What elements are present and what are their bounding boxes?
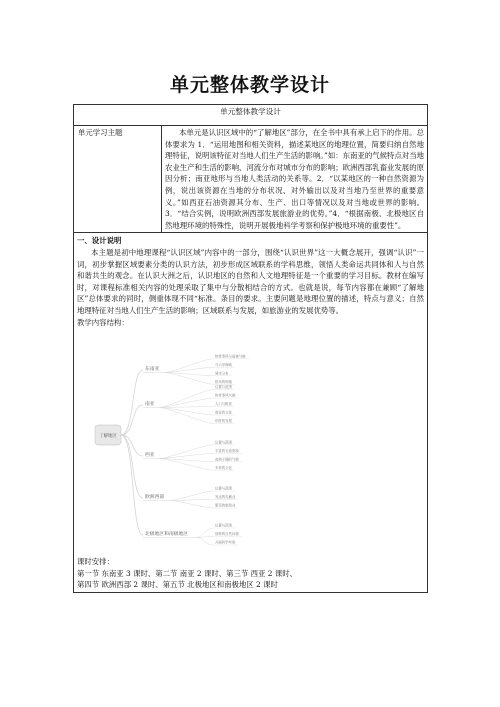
mindmap-leaf-connector xyxy=(159,453,213,458)
mindmap-leaf-label: 炎热干燥的气候 xyxy=(215,457,239,462)
mindmap-leaf-label: 稻米的种植 xyxy=(215,379,232,384)
mindmap-leaf-label: 马六甲海峡 xyxy=(215,362,232,367)
mindmap-leaf-connector xyxy=(196,528,213,538)
mindmap-leaf-label: 位置与范围 xyxy=(215,486,232,491)
mindmap-leaf-connector xyxy=(170,491,213,501)
mindmap-leaf-label: 热带季风与雨林气候 xyxy=(215,354,246,359)
mindmap-leaf-label: 位置与范围 xyxy=(215,523,232,528)
mindmap-leaf-label: 城市分布 xyxy=(215,371,229,376)
mindmap-leaf-label: 开展科学考察 xyxy=(215,540,236,545)
mindmap-leaf-label: 南亚的文化 xyxy=(215,410,232,415)
mindmap-leaf-connector xyxy=(159,398,213,408)
mindmap-branch-connector xyxy=(121,435,143,535)
mindmap-leaf-label: 位置与范围 xyxy=(215,440,232,445)
document-title: 单元整体教学设计 xyxy=(169,74,330,96)
mindmap-branch-label: 东南亚 xyxy=(145,367,160,373)
mindmap-leaf-label: 丰富的石油资源 xyxy=(215,448,239,453)
structure-label: 教学内容结构： xyxy=(77,317,129,327)
mindmap-leaf-connector xyxy=(165,359,213,373)
schedule-label: 课时安排： xyxy=(77,557,114,567)
mindmap-leaf-label: 繁荣的旅游业 xyxy=(215,503,236,508)
mindmap-leaf-connector xyxy=(159,408,213,416)
mindmap-leaf-label: 人口与粮食 xyxy=(215,402,232,407)
section-title: 一、设计说明 xyxy=(77,236,122,246)
mindmap-leaf-connector xyxy=(170,501,213,509)
table-header: 单元整体教学设计 xyxy=(74,105,428,126)
schedule-line-1: 第一节 东南亚 3 课时、第二节 南亚 2 课时、第三节 西亚 2 课时、 xyxy=(77,568,298,578)
schedule-line-2: 第四节 欧洲西部 2 课时、第五节 北极地区和南极地区 2 课时 xyxy=(77,580,278,590)
mindmap-leaf-label: 热带季风气候 xyxy=(215,393,236,398)
mindmap-branch-connector xyxy=(121,370,143,435)
mindmap-branch-label: 西亚 xyxy=(145,453,155,459)
design-table xyxy=(73,104,428,593)
mindmap-leaf-label: 独特的自然环境 xyxy=(215,532,239,537)
mindmap-branch-label: 南亚 xyxy=(145,402,155,408)
design-text: 本主题是初中地理课程“认识区域”内容中的一部分，围绕“认识世界”这一大概念展开，强调“认识”一词，初步掌握区域要素分类的认识方法，初步形成区域联系的学科思维，领悟人类命运共同体和人与自然和谐共生的观念。在认识大洲之后，认识地区的自然和人文地理特征是一个重要的学习目标。教材在编写时，对课程标准相关内容的处理采取了集中与分散相结合的方式。也就是说，每节内容都在兼顾“了解地区”总体要求的同时，侧重体现不同“标准。条目的要求。主要问题是地理位置的描述，特点与意义；自然地理特征对当地人们生产生活的影响；区域联系与发展，如旅游业的发展优势等。 xyxy=(77,247,424,315)
mindmap-leaf-connector xyxy=(159,408,213,424)
mindmap-leaf-connector xyxy=(165,373,213,376)
mindmap-leaf-connector xyxy=(165,367,213,372)
mindmap-leaf-connector xyxy=(159,459,213,462)
mindmap-root-label: 了解地区 xyxy=(99,434,117,440)
mindmap-leaf-label: 位置与范围 xyxy=(215,385,232,390)
mindmap-leaf-connector xyxy=(159,390,213,408)
mindmap-leaf-connector xyxy=(159,445,213,459)
mindmap-leaf-label: 多样的文化 xyxy=(215,465,232,470)
goal-label: 单元学习主题 xyxy=(74,126,162,233)
design-cell xyxy=(74,233,428,593)
goal-text: 本单元是认识区域中的“了解地区”部分，在全书中具有承上启下的作用。总体要求为 1．“运用地图和相关资料，描述某地区的地理位置，简要归纳自然地理特征，说明该特征对当地人们生产生活的影响。”如：东南亚的气候特点对当地农业生产和生活的影响、河流分布对城市分布的影响；欧洲西部乳畜业发展的原因分析；南亚地形与当地人类活动的关系等。2．“以某地区的一种自然资源为例，说出该资源在当地的分布状况、对外输出以及对当地乃至世界的重要意义。”如西亚石油资源其分布、生产、出口等情况以及对当地或世界的影响。3．“结合实例，说明欧洲西部发展旅游业的优势。”4．“根据南极、北极地区自然地理环境的特殊性，说明开展极地科学考察和保护极地环境的重要性”。 xyxy=(162,126,428,233)
mindmap-branch-label: 北极地区和南极地区 xyxy=(145,532,189,538)
mindmap-diagram xyxy=(85,330,385,552)
mindmap-branch-connector xyxy=(121,435,143,456)
mindmap-leaf-label: 印度的发展 xyxy=(215,419,232,424)
mindmap-leaf-connector xyxy=(196,538,213,546)
mindmap-leaf-label: 发达的乳畜业 xyxy=(215,495,236,500)
mindmap-branch-label: 欧洲西部 xyxy=(145,495,165,501)
